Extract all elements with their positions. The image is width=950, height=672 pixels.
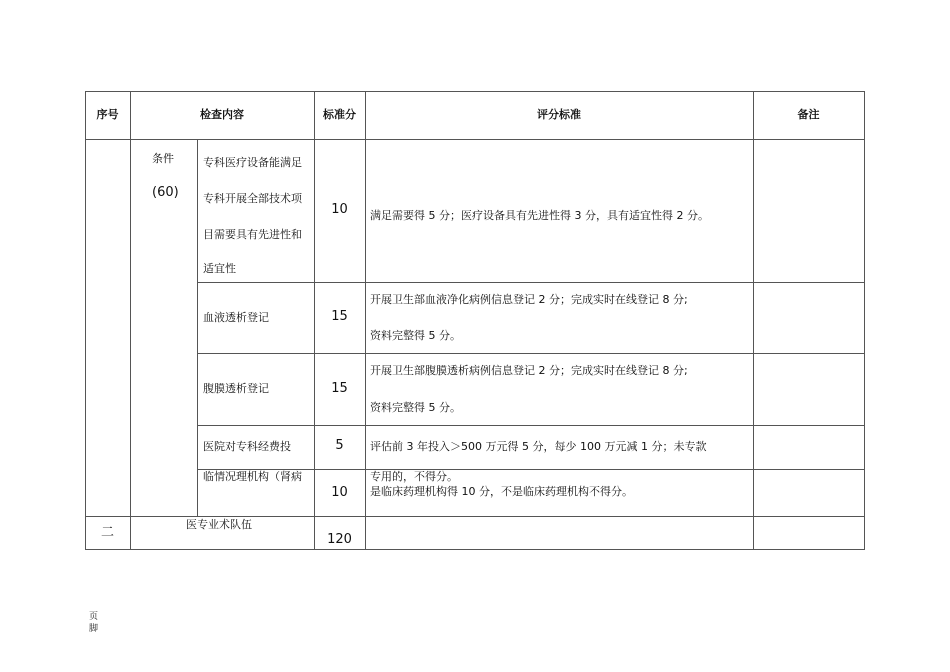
table-border-right: [864, 91, 865, 550]
row-3-criteria: 资料完整得 5 分。: [370, 401, 461, 414]
row-1-criteria: 满足需要得 5 分；医疗设备具有先进性得 3 分，具有适宜性得 2 分。: [370, 209, 709, 222]
row-5-criteria: 专用的，不得分。: [370, 470, 458, 483]
table-border-left: [85, 91, 86, 550]
row-5-criteria: 是临床药理机构得 10 分，不是临床药理机构不得分。: [370, 485, 633, 498]
col-divider: [753, 91, 754, 550]
row-4-criteria: 评估前 3 年投入＞500 万元得 5 分，每少 100 万元减 1 分；未专款: [370, 440, 707, 453]
row-2-criteria: 资料完整得 5 分。: [370, 329, 461, 342]
row-4-item: 医院对专科经费投: [203, 440, 291, 453]
header-standard-score: 标准分: [323, 108, 356, 121]
header-content: 检查内容: [200, 108, 244, 121]
row-5-score: 10: [331, 485, 348, 500]
col-divider: [365, 91, 366, 550]
row-divider: [197, 425, 864, 426]
header-remarks: 备注: [797, 108, 820, 121]
row-4-score: 5: [335, 438, 344, 453]
section-2-seq: 二: [100, 525, 114, 540]
group-label: 条件: [152, 152, 174, 165]
col-divider: [197, 139, 198, 516]
table-border-bottom: [85, 549, 864, 550]
page-footer: 页脚: [89, 612, 99, 634]
row-1-item: 适宜性: [203, 262, 236, 275]
header-criteria: 评分标准: [537, 108, 581, 121]
header-divider: [85, 139, 864, 140]
row-2-score: 15: [331, 309, 348, 324]
section-2-score: 120: [327, 532, 352, 547]
section-2-content: 医专业术队伍: [186, 518, 252, 531]
header-seq: 序号: [96, 108, 119, 121]
group-score: (60): [152, 185, 179, 200]
row-1-item: 专科开展全部技术项: [203, 192, 302, 205]
row-2-criteria: 开展卫生部血液净化病例信息登记 2 分；完成实时在线登记 8 分;: [370, 293, 688, 306]
row-1-item: 目需要具有先进性和: [203, 228, 302, 241]
row-5-item: 临情况理机构（肾病: [203, 470, 302, 483]
row-3-score: 15: [331, 381, 348, 396]
row-1-score: 10: [331, 202, 348, 217]
row-1-item: 专科医疗设备能满足: [203, 156, 302, 169]
row-3-item: 腹膜透析登记: [203, 382, 269, 395]
row-divider: [85, 516, 864, 517]
row-divider: [197, 282, 864, 283]
table-border-top: [85, 91, 864, 92]
row-2-item: 血液透析登记: [203, 311, 269, 324]
col-divider: [130, 91, 131, 550]
row-divider: [197, 353, 864, 354]
row-3-criteria: 开展卫生部腹膜透析病例信息登记 2 分；完成实时在线登记 8 分;: [370, 364, 688, 377]
